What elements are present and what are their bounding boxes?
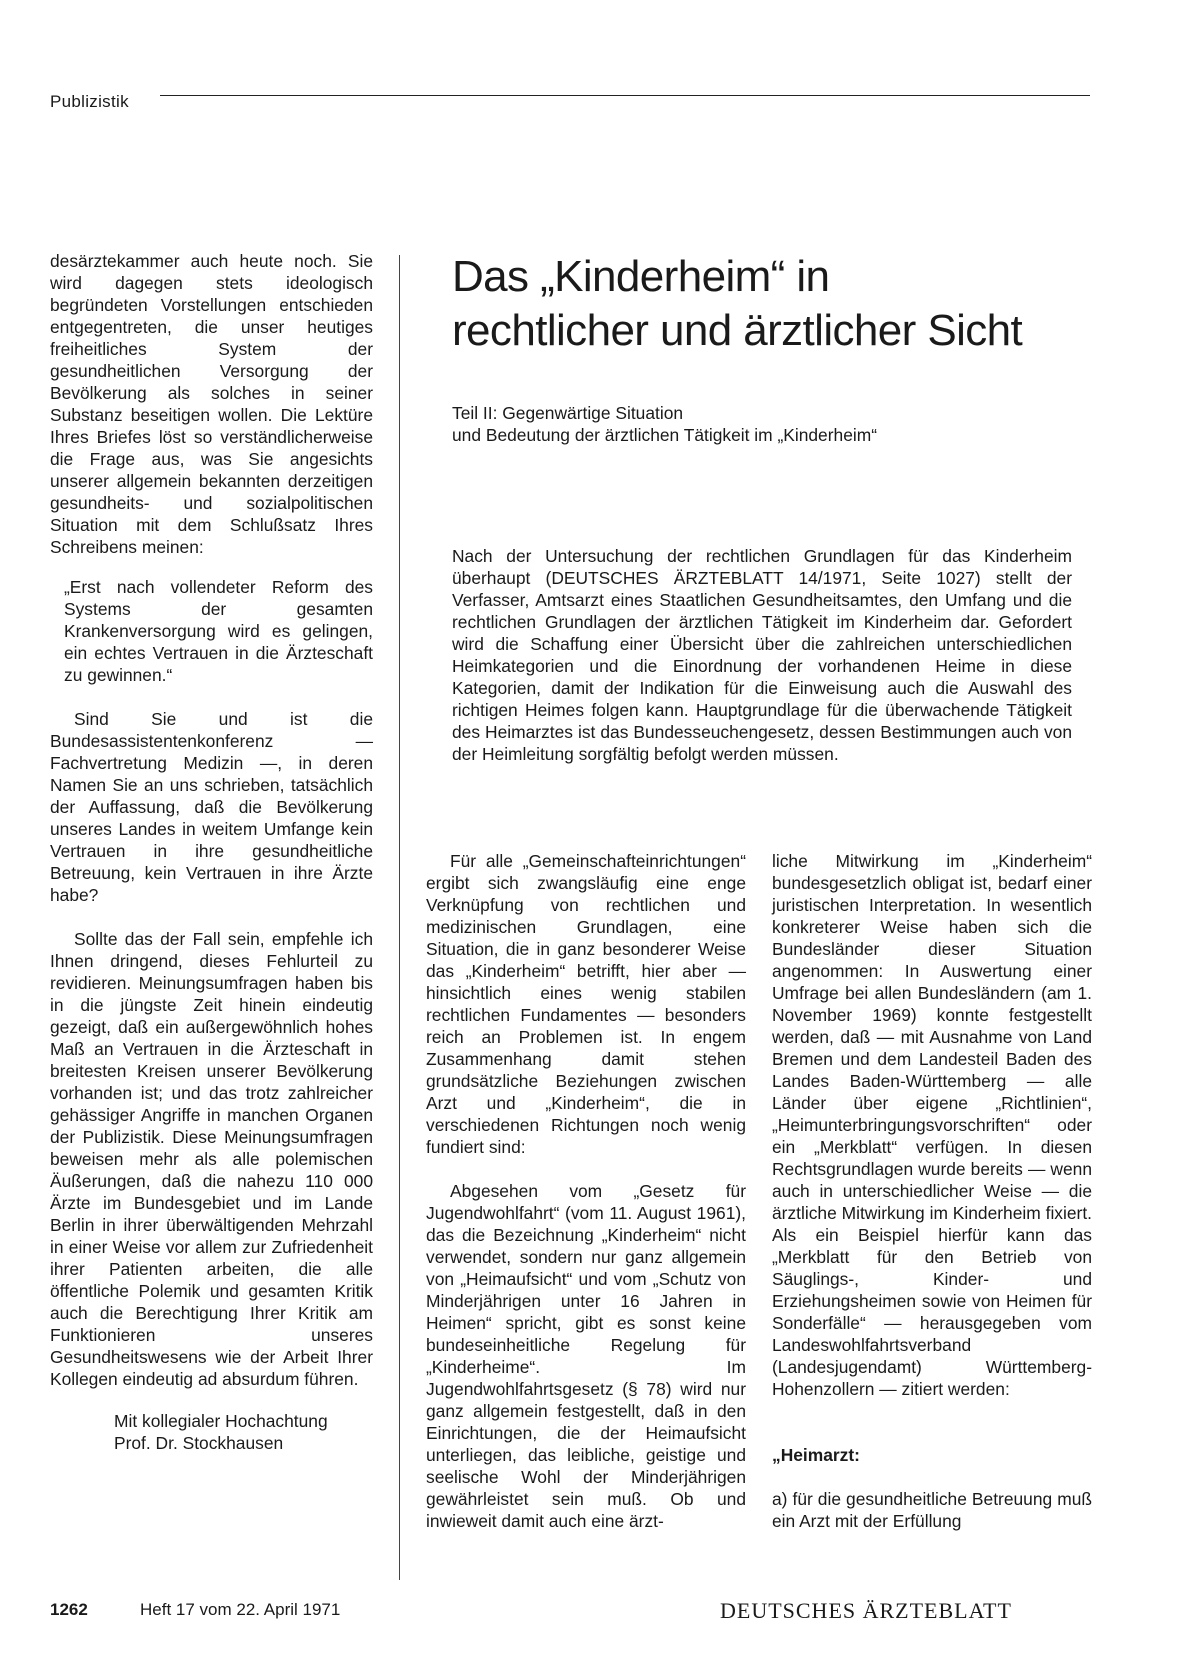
letter-quote: „Erst nach vollendeter Reform des Systems der gesamten Krankenversorgung wird es gelingen, ein echtes Vertrauen in die Ärzteschaft zu gewinnen.“ (64, 577, 373, 685)
section-label: Publizistik (50, 92, 129, 111)
header-rule (160, 95, 1090, 96)
page-number: 1262 (50, 1600, 88, 1619)
letter-signature: Prof. Dr. Stockhausen (114, 1433, 284, 1453)
letter-paragraph: Sind Sie und ist die Bundesassistentenkonferenz — Fachvertretung Medizin —, in deren Namen Sie an uns schrieben, tatsächlich der Auffassung, daß die Bevölkerung unseres Landes in weitem Umfange kein Vertrauen in ihre gesundheitliche Betreuung, kein Vertrauen in ihre Ärzte habe? (50, 709, 373, 905)
article-paragraph: liche Mitwirkung im „Kinderheim“ bundesgesetzlich obligat ist, bedarf einer juristischen Interpretation. In wesentlich konkreterer Weise haben sich die Bundesländer dieser Situation angenommen: In Auswertung einer Umfrage bei allen Bundesländern (am 1. November 1969) konnte festgestellt werden, daß — mit Ausnahme von Land Bremen und dem Landesteil Baden des Landes Baden-Württemberg — alle Länder über eigene „Richtlinien“, „Heimunterbringungsvorschriften“ oder ein „Merkblatt“ verfügen. In diesen Rechtsgrundlagen wurde bereits — wenn auch in unterschiedlicher Weise — die ärztliche Mitwirkung im Kinderheim fixiert. Als ein Beispiel hierfür kann das „Merkblatt für den Betrieb von Säuglings-, Kinder- und Erziehungsheimen sowie von Heimen für Sonderfälle“ — herausgegeben vom Landeswohlfahrtsverband (Landesjugendamt) Württemberg-Hohenzollern — zitiert werden: (772, 851, 1092, 1399)
article-paragraph: a) für die gesundheitliche Betreuung muß ein Arzt mit der Erfüllung (772, 1489, 1092, 1531)
article-subtitle-line: und Bedeutung der ärztlichen Tätigkeit im „Kinderheim“ (452, 425, 878, 445)
letter-closing: Mit kollegialer Hochachtung (114, 1411, 328, 1431)
article-title-line: Das „Kinderheim“ in (452, 252, 830, 301)
issue-info: Heft 17 vom 22. April 1971 (140, 1600, 341, 1619)
article-paragraph: Für alle „Gemeinschafteinrichtungen“ ergibt sich zwangsläufig eine enge Verknüpfung von rechtlichen und medizinischen Grundlagen, eine Situation, die in ganz besonderer Weise das „Kinderheim“ betrifft, hier aber — hinsichtlich eines wenig stabilen rechtlichen Fundamentes — besonders reich an Problemen ist. In engem Zusammenhang damit stehen grundsätzliche Beziehungen zwischen Arzt und „Kinderheim“, die in verschiedenen Richtungen noch wenig fundiert sind: (426, 851, 746, 1157)
article-abstract: Nach der Untersuchung der rechtlichen Grundlagen für das Kinderheim überhaupt (DEUTSCHES ÄRZTEBLATT 14/1971, Seite 1027) stellt der Verfasser, Amtsarzt eines Staatlichen Gesundheitsamtes, den Umfang und die rechtlichen Grundlagen der ärztlichen Tätigkeit im Kinderheim dar. Gefordert wird die Schaffung einer Übersicht über die zahlreichen unterschiedlichen Heimkategorien und die Einordnung der vorhandenen Heime in diese Kategorien, damit der Indikation für die Einweisung auch die Auswahl des richtigen Heimes folgen kann. Hauptgrundlage für die überwachende Tätigkeit des Heimarztes ist das Bundesseuchengesetz, dessen Bestimmungen auch von der Heimleitung sorgfältig befolgt werden müssen. (452, 546, 1072, 764)
article-title (452, 250, 1092, 358)
article-paragraph: Abgesehen vom „Gesetz für Jugendwohlfahrt“ (vom 11. August 1961), das die Bezeichnung „Kinderheim“ nicht verwendet, sondern nur ganz allgemein von „Heimaufsicht“ und vom „Schutz von Minderjährigen unter 16 Jahren in Heimen“ spricht, gibt es sonst keine bundeseinheitliche Regelung für „Kinderheime“. Im Jugendwohlfahrtsgesetz (§ 78) wird nur ganz allgemein festgestellt, daß in den Einrichtungen, die der Heimaufsicht unterliegen, das leibliche, geistige und seelische Wohl der Minderjährigen gewährleistet sein muß. Ob und inwieweit damit auch eine ärzt- (426, 1181, 746, 1531)
article-column-1 (426, 850, 746, 1532)
article-subheading: „Heimarzt: (772, 1445, 860, 1465)
letter-paragraph: Sollte das der Fall sein, empfehle ich Ihnen dringend, dieses Fehlurteil zu revidieren. Meinungsumfragen haben bis in die jüngste Zeit hinein eindeutig gezeigt, daß ein außergewöhnlich hohes Maß an Vertrauen in die Ärzteschaft in breitesten Kreisen unserer Bevölkerung vorhanden ist; und das trotz zahlreicher gehässiger Angriffe in manchen Organen der Publizistik. Diese Meinungsumfragen beweisen mehr als alle polemischen Äußerungen, daß die nahezu 110 000 Ärzte im Bundesgebiet und im Lande Berlin in ihrer überwältigenden Mehrzahl in einer Weise vor allem zur Zufriedenheit ihrer Patienten arbeiten, die alle öffentliche Polemik und gesamten Kritik auch die Berechtigung Ihrer Kritik am Funktionieren unseres Gesundheitswesens wie der Arbeit Ihrer Kollegen eindeutig ad absurdum führen. (50, 929, 373, 1389)
article-title-line: rechtlicher und ärztlicher Sicht (452, 306, 1023, 355)
letter-paragraph: desärztekammer auch heute noch. Sie wird dagegen stets ideologisch begründeten Vorstellungen entschieden entgegentreten, die unser heutiges freiheitliches System der gesundheitlichen Versorgung der Bevölkerung als solches in seiner Substanz beseitigen wollen. Die Lektüre Ihres Briefes löst so verständlicherweise die Frage aus, was Sie angesichts unserer allgemein bekannten derzeitigen gesundheits- und sozialpolitischen Situation mit dem Schlußsatz Ihres Schreibens meinen: (50, 251, 373, 557)
article-column-2 (772, 850, 1092, 1532)
column-divider (399, 255, 400, 1580)
journal-name: DEUTSCHES ÄRZTEBLATT (720, 1598, 1012, 1623)
article-subtitle-line: Teil II: Gegenwärtige Situation (452, 403, 684, 423)
letter-column (50, 250, 373, 1454)
article-subtitle (452, 402, 1072, 446)
